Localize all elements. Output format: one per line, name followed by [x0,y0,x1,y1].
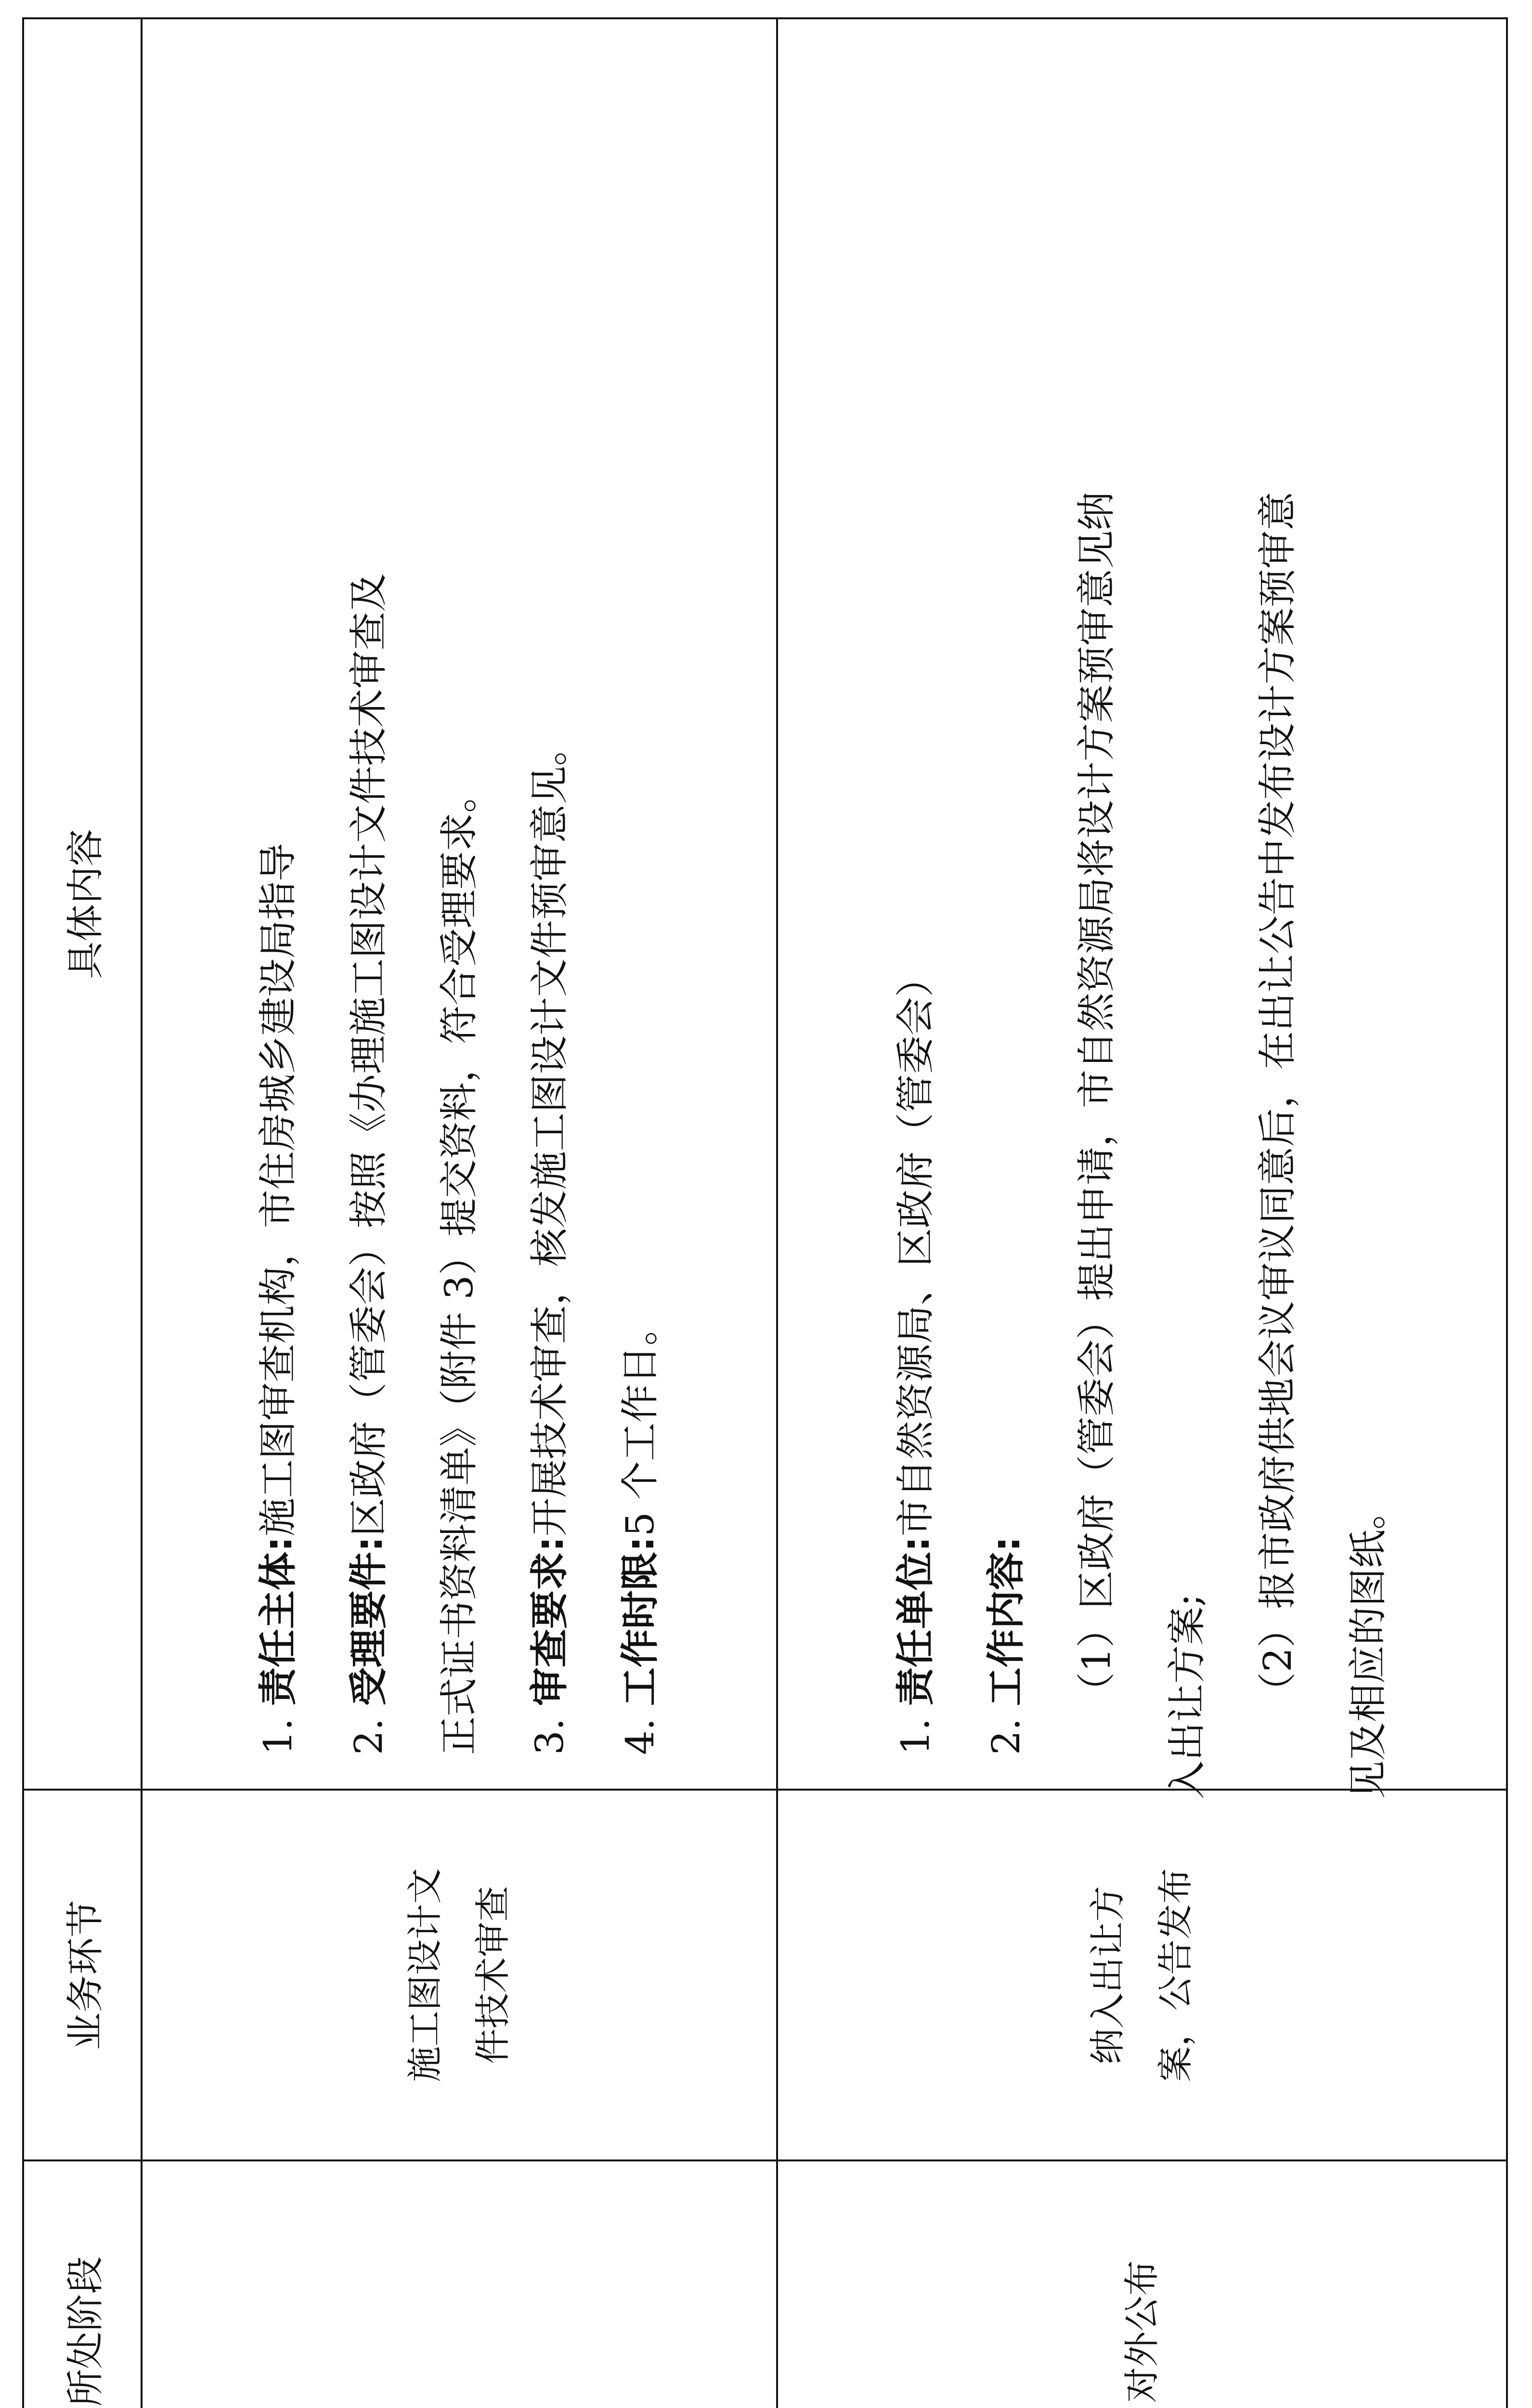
row-stage: 对外公布 [777,2160,1507,2408]
process-table [22,17,1508,2408]
content-item: 2. 受理要件:区政府（管委会）按照《办理施工图设计文件技术审查及 [346,573,391,1755]
content-item: 1. 责任主体:施工图审查机构，市住房城乡建设局指导 [256,843,300,1755]
header-step: 业务环节 [23,1790,142,2160]
row-step [777,1790,1507,2160]
content-item: 4. 工作时限:5 个工作日。 [618,1307,662,1755]
step-line: 纳入出让方 [1087,1886,1129,2064]
item-label: 责任主体: [256,1536,300,1706]
table-row [142,18,777,2408]
item-label: 受理要件: [346,1536,391,1706]
content-item: 3. 审查要求:开展技术审查，核发施工图设计文件预审意见。 [527,727,572,1755]
content-paragraph: （1）区政府（管委会）提出申请，市自然资源局将设计方案预审意见纳 入出让方案; [1074,492,1209,1799]
step-line: 案，公告发布 [1155,1868,1196,2082]
item-label: 责任单位: [893,1536,938,1706]
content-item: 2. 工作内容: [984,1536,1028,1755]
item-label: 工作内容: [984,1536,1028,1706]
item-label: 工作时限: [618,1536,662,1706]
row-step [142,1790,777,2160]
row-stage [142,2160,777,2408]
item-label: 审查要求: [527,1536,572,1706]
row-content [142,18,777,1790]
header-row [23,18,142,2408]
step-line: 件技术审查 [472,1886,514,2064]
table-row [777,18,1507,2408]
step-line: 施工图设计文 [404,1868,446,2082]
content-paragraph: （2）报市政府供地会议审议同意后，在出让公告中发布设计方案预审意 见及相应的图纸。 [1255,492,1390,1799]
content-item-continuation: 正式证书资料清单》（附件 3）提交资料，符合受理要求。 [437,774,481,1755]
row-content [777,18,1507,1799]
header-stage: 所处阶段 [23,2160,142,2408]
content-item: 1. 责任单位:市自然资源局、区政府（管委会） [893,958,938,1755]
header-content: 具体内容 [23,18,142,1790]
